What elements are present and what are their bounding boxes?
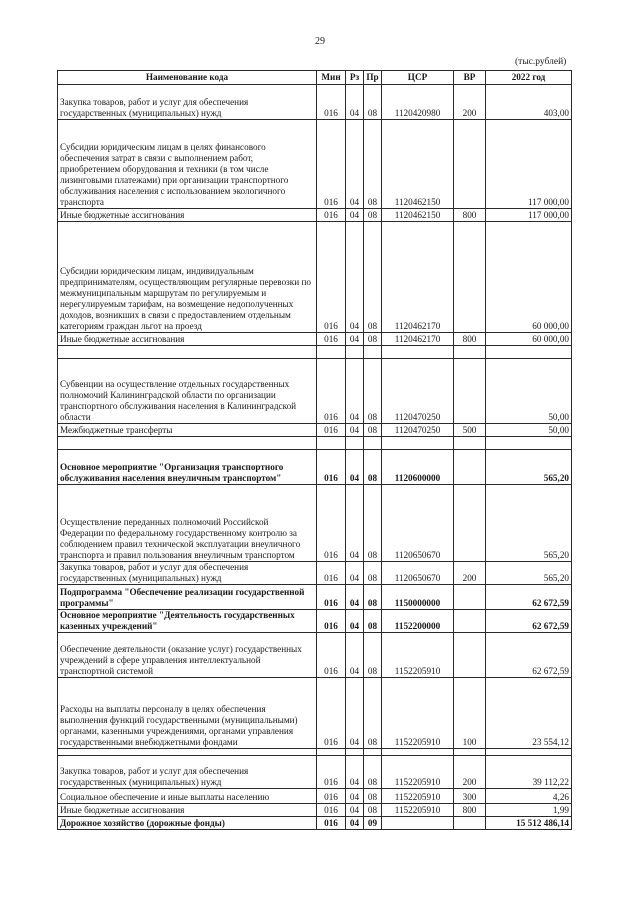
row-spacer — [58, 346, 572, 359]
cell-name: Основное мероприятие "Деятельность государственных казенных учреждений" — [58, 610, 317, 633]
header-csr: ЦСР — [382, 71, 454, 85]
cell-rz: 04 — [346, 209, 364, 222]
cell-sum: 117 000,00 — [486, 120, 572, 209]
cell-name: Осуществление переданных полномочий Российской Федерации по федеральному государственному контролю за соблюдением правил технической эксплуатации внеуличного транспорта и правил пользования внеуличным транспортом — [58, 485, 317, 562]
cell-csr: 1152205910 — [382, 756, 454, 789]
cell-rz: 04 — [346, 756, 364, 789]
cell-pr: 08 — [364, 804, 382, 817]
spacer-cell — [382, 346, 454, 359]
table-row — [58, 485, 572, 562]
cell-vr: 800 — [454, 209, 486, 222]
cell-min: 016 — [317, 120, 346, 209]
table-header — [58, 71, 572, 85]
spacer-cell — [346, 749, 364, 756]
table-row — [58, 756, 572, 789]
cell-name: Закупка товаров, работ и услуг для обеспечения государственных (муниципальных) нужд — [58, 756, 317, 789]
budget-table — [57, 70, 572, 830]
cell-sum: 117 000,00 — [486, 209, 572, 222]
cell-sum: 62 672,59 — [486, 610, 572, 633]
table-row — [58, 85, 572, 120]
page-number: 29 — [315, 36, 325, 47]
cell-pr: 08 — [364, 85, 382, 120]
header-rz: Рз — [346, 71, 364, 85]
cell-min: 016 — [317, 359, 346, 424]
cell-pr: 08 — [364, 610, 382, 633]
row-spacer — [58, 749, 572, 756]
cell-csr: 1120462170 — [382, 222, 454, 333]
cell-name: Иные бюджетные ассигнования — [58, 804, 317, 817]
cell-min: 016 — [317, 562, 346, 585]
cell-sum: 39 112,22 — [486, 756, 572, 789]
cell-pr: 08 — [364, 222, 382, 333]
spacer-cell — [317, 749, 346, 756]
header-vr: ВР — [454, 71, 486, 85]
table-row — [58, 209, 572, 222]
cell-sum: 23 554,12 — [486, 678, 572, 749]
cell-name: Субсидии юридическим лицам в целях финансового обеспечения затрат в связи с выполнением работ, приобретением оборудования и техники (в том числе лизинговыми платежами) при организации транспортного обслуживания населения с использованием экологичного транспорта — [58, 120, 317, 209]
cell-min: 016 — [317, 85, 346, 120]
cell-name: Обеспечение деятельности (оказание услуг) государственных учреждений в сфере управления интеллектуальной транспортной системой — [58, 633, 317, 678]
cell-pr: 08 — [364, 424, 382, 437]
cell-rz: 04 — [346, 804, 364, 817]
cell-name: Межбюджетные трансферты — [58, 424, 317, 437]
cell-sum: 403,00 — [486, 85, 572, 120]
cell-vr: 200 — [454, 756, 486, 789]
table-row — [58, 633, 572, 678]
cell-sum: 1,99 — [486, 804, 572, 817]
cell-csr: 1120470250 — [382, 424, 454, 437]
cell-min: 016 — [317, 222, 346, 333]
cell-vr: 100 — [454, 678, 486, 749]
cell-csr: 1120462150 — [382, 209, 454, 222]
cell-name: Иные бюджетные ассигнования — [58, 333, 317, 346]
cell-sum: 60 000,00 — [486, 222, 572, 333]
cell-rz: 04 — [346, 424, 364, 437]
cell-vr — [454, 120, 486, 209]
cell-vr — [454, 359, 486, 424]
cell-min: 016 — [317, 424, 346, 437]
cell-pr: 08 — [364, 209, 382, 222]
cell-vr — [454, 485, 486, 562]
cell-sum: 50,00 — [486, 359, 572, 424]
cell-vr — [454, 450, 486, 485]
spacer-cell — [454, 437, 486, 450]
spacer-cell — [364, 437, 382, 450]
cell-csr: 1120462170 — [382, 333, 454, 346]
cell-csr: 1120650670 — [382, 485, 454, 562]
cell-name: Иные бюджетные ассигнования — [58, 209, 317, 222]
table-row — [58, 450, 572, 485]
cell-rz: 04 — [346, 633, 364, 678]
spacer-cell — [486, 346, 572, 359]
cell-name: Подпрограмма "Обеспечение реализации государственной программы" — [58, 585, 317, 610]
cell-rz: 04 — [346, 817, 364, 830]
cell-sum: 62 672,59 — [486, 585, 572, 610]
cell-sum: 565,20 — [486, 450, 572, 485]
cell-pr: 08 — [364, 678, 382, 749]
cell-sum: 4,26 — [486, 789, 572, 804]
cell-min: 016 — [317, 789, 346, 804]
cell-min: 016 — [317, 585, 346, 610]
cell-pr: 08 — [364, 562, 382, 585]
cell-rz: 04 — [346, 485, 364, 562]
cell-pr: 08 — [364, 633, 382, 678]
cell-rz: 04 — [346, 450, 364, 485]
row-spacer — [58, 437, 572, 450]
spacer-cell — [346, 437, 364, 450]
cell-vr: 200 — [454, 85, 486, 120]
cell-sum: 565,20 — [486, 562, 572, 585]
cell-csr: 1152205910 — [382, 633, 454, 678]
cell-pr: 08 — [364, 450, 382, 485]
header-name: Наименование кода — [58, 71, 317, 85]
cell-vr: 800 — [454, 804, 486, 817]
cell-min: 016 — [317, 209, 346, 222]
cell-vr — [454, 817, 486, 830]
cell-min: 016 — [317, 678, 346, 749]
cell-min: 016 — [317, 817, 346, 830]
cell-vr: 800 — [454, 333, 486, 346]
cell-sum: 62 672,59 — [486, 633, 572, 678]
cell-name: Основное мероприятие "Организация транспортного обслуживания населения внеуличным транспортом" — [58, 450, 317, 485]
cell-rz: 04 — [346, 85, 364, 120]
cell-csr: 1120470250 — [382, 359, 454, 424]
cell-vr — [454, 633, 486, 678]
table-row — [58, 333, 572, 346]
cell-csr: 1152205910 — [382, 789, 454, 804]
cell-min: 016 — [317, 633, 346, 678]
cell-pr: 08 — [364, 333, 382, 346]
cell-csr: 1120462150 — [382, 120, 454, 209]
header-sum: 2022 год — [486, 71, 572, 85]
table-row — [58, 424, 572, 437]
cell-vr — [454, 585, 486, 610]
cell-name: Закупка товаров, работ и услуг для обеспечения государственных (муниципальных) нужд — [58, 85, 317, 120]
table-row — [58, 585, 572, 610]
spacer-cell — [454, 346, 486, 359]
spacer-cell — [364, 346, 382, 359]
cell-sum: 60 000,00 — [486, 333, 572, 346]
spacer-cell — [486, 437, 572, 450]
cell-rz: 04 — [346, 585, 364, 610]
cell-rz: 04 — [346, 120, 364, 209]
cell-csr: 1120600000 — [382, 450, 454, 485]
spacer-cell — [382, 749, 454, 756]
header-min: Мин — [317, 71, 346, 85]
cell-pr: 09 — [364, 817, 382, 830]
cell-name: Социальное обеспечение и иные выплаты населению — [58, 789, 317, 804]
table-row — [58, 562, 572, 585]
table-row — [58, 678, 572, 749]
cell-sum: 565,20 — [486, 485, 572, 562]
cell-sum: 15 512 486,14 — [486, 817, 572, 830]
cell-rz: 04 — [346, 222, 364, 333]
cell-csr: 1120650670 — [382, 562, 454, 585]
table-row — [58, 804, 572, 817]
cell-vr: 300 — [454, 789, 486, 804]
cell-vr: 500 — [454, 424, 486, 437]
cell-min: 016 — [317, 610, 346, 633]
spacer-cell — [317, 346, 346, 359]
cell-pr: 08 — [364, 485, 382, 562]
cell-name: Расходы на выплаты персоналу в целях обеспечения выполнения функций государственными (муниципальными) органами, казенными учреждениями, органами управления государственными внебюджетными фондами — [58, 678, 317, 749]
spacer-cell — [58, 749, 317, 756]
cell-rz: 04 — [346, 333, 364, 346]
cell-pr: 08 — [364, 359, 382, 424]
cell-min: 016 — [317, 333, 346, 346]
cell-sum: 50,00 — [486, 424, 572, 437]
table-row — [58, 359, 572, 424]
cell-pr: 08 — [364, 756, 382, 789]
spacer-cell — [382, 437, 454, 450]
cell-csr: 1152205910 — [382, 804, 454, 817]
table-row — [58, 610, 572, 633]
cell-csr: 1152200000 — [382, 610, 454, 633]
cell-csr — [382, 817, 454, 830]
cell-name: Дорожное хозяйство (дорожные фонды) — [58, 817, 317, 830]
cell-vr: 200 — [454, 562, 486, 585]
cell-pr: 08 — [364, 789, 382, 804]
header-row — [58, 71, 572, 85]
spacer-cell — [454, 749, 486, 756]
cell-vr — [454, 222, 486, 333]
cell-csr: 1150000000 — [382, 585, 454, 610]
spacer-cell — [317, 437, 346, 450]
units-label: (тыс.рублей) — [515, 57, 567, 67]
spacer-cell — [58, 437, 317, 450]
cell-csr: 1152205910 — [382, 678, 454, 749]
table-body — [58, 85, 572, 830]
cell-pr: 08 — [364, 120, 382, 209]
cell-name: Субвенции на осуществление отдельных государственных полномочий Калининградской области по организации транспортного обслуживания населения в Калининградской области — [58, 359, 317, 424]
cell-pr: 08 — [364, 585, 382, 610]
spacer-cell — [364, 749, 382, 756]
cell-rz: 04 — [346, 610, 364, 633]
cell-min: 016 — [317, 756, 346, 789]
cell-rz: 04 — [346, 562, 364, 585]
cell-csr: 1120420980 — [382, 85, 454, 120]
cell-rz: 04 — [346, 789, 364, 804]
cell-rz: 04 — [346, 678, 364, 749]
cell-name: Закупка товаров, работ и услуг для обеспечения государственных (муниципальных) нужд — [58, 562, 317, 585]
cell-min: 016 — [317, 450, 346, 485]
table-row — [58, 789, 572, 804]
cell-min: 016 — [317, 804, 346, 817]
cell-name: Субсидии юридическим лицам, индивидуальным предпринимателям, осуществляющим регулярные перевозки по межмуниципальным маршрутам по регулируемым и нерегулируемым тарифам, на возмещение недополученных доходов, возникших в связи с предоставлением отдельным категориям граждан льгот на проезд — [58, 222, 317, 333]
cell-min: 016 — [317, 485, 346, 562]
table-row — [58, 817, 572, 830]
cell-rz: 04 — [346, 359, 364, 424]
spacer-cell — [58, 346, 317, 359]
spacer-cell — [486, 749, 572, 756]
table-row — [58, 222, 572, 333]
header-pr: Пр — [364, 71, 382, 85]
cell-vr — [454, 610, 486, 633]
spacer-cell — [346, 346, 364, 359]
table-row — [58, 120, 572, 209]
